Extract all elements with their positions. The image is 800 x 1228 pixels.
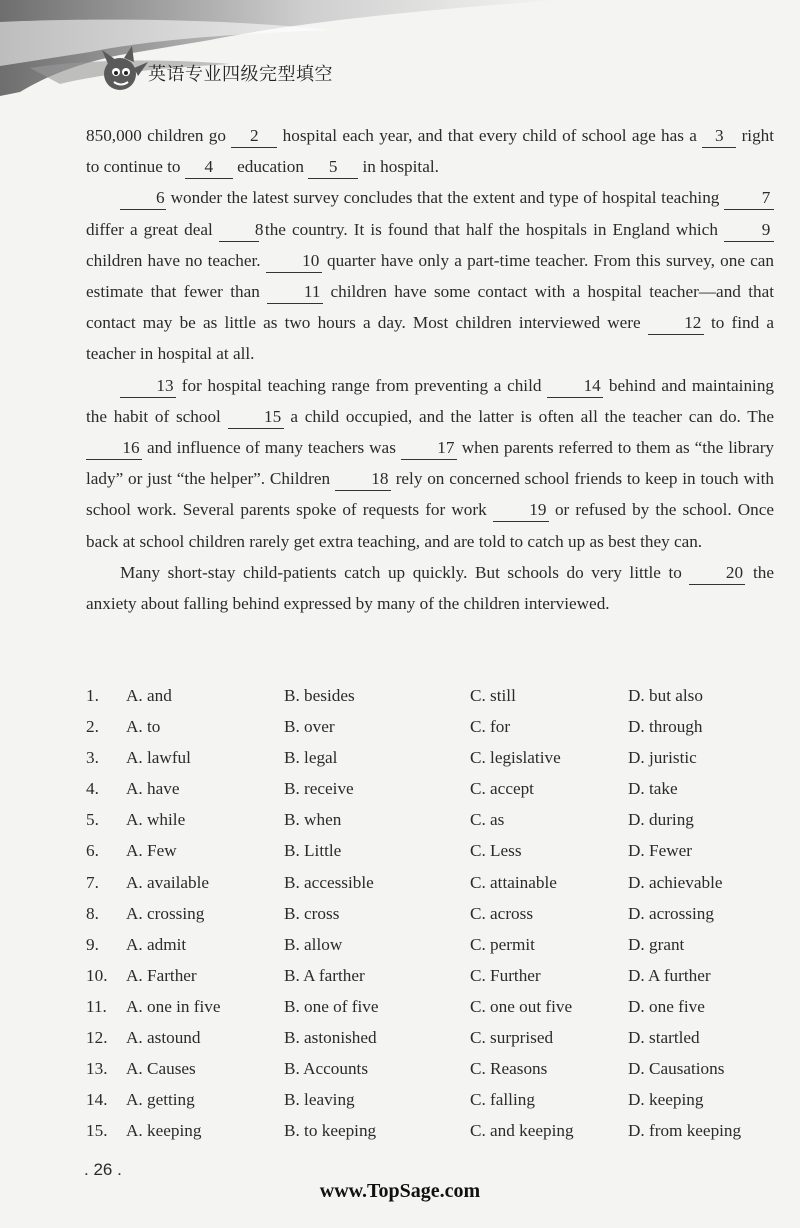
question-number: 2. bbox=[86, 717, 99, 737]
option-c: C. Reasons bbox=[470, 1059, 548, 1079]
option-c: C. one out five bbox=[470, 996, 573, 1016]
option-c: C. surprised bbox=[470, 1028, 554, 1048]
option-row-11 bbox=[86, 991, 776, 1022]
option-d: D. startled bbox=[628, 1028, 700, 1048]
option-b: B. legal bbox=[284, 748, 338, 768]
option-a: A. Few bbox=[126, 841, 177, 861]
option-c: C. legislative bbox=[470, 748, 561, 768]
option-row-6 bbox=[86, 835, 776, 866]
option-c: C. still bbox=[470, 686, 516, 705]
option-c: C. Further bbox=[470, 965, 541, 985]
option-a: A. Farther bbox=[126, 965, 197, 985]
option-c: C. falling bbox=[470, 1090, 535, 1110]
option-c: C. as bbox=[470, 810, 505, 830]
question-number: 13. bbox=[86, 1059, 108, 1079]
option-d: D. A further bbox=[628, 965, 711, 985]
blank-10: 10 bbox=[266, 250, 322, 273]
option-d: D. from keeping bbox=[628, 1121, 742, 1141]
option-a: A. available bbox=[126, 872, 210, 892]
option-a: A. astound bbox=[126, 1028, 201, 1048]
option-b: B. to keeping bbox=[284, 1121, 377, 1141]
question-number: 11. bbox=[86, 996, 107, 1016]
option-a: A. getting bbox=[126, 1090, 195, 1110]
blank-8: 8 bbox=[219, 219, 259, 242]
option-a: A. crossing bbox=[126, 903, 205, 923]
footer-url: www.TopSage.com bbox=[319, 1180, 481, 1202]
option-row-13 bbox=[86, 1053, 776, 1084]
option-c: C. accept bbox=[470, 779, 534, 799]
option-d: D. one five bbox=[628, 996, 705, 1016]
blank-19: 19 bbox=[493, 499, 549, 522]
blank-11: 11 bbox=[267, 281, 323, 304]
option-a: A. while bbox=[126, 810, 186, 830]
paragraph-4: Many short-stay child-patients catch up quickly. But schools do very little to 20 the anxiety about falling behind expressed by many of the children interviewed. bbox=[86, 562, 775, 614]
option-d: D. achievable bbox=[628, 872, 723, 892]
option-c: C. for bbox=[470, 717, 511, 737]
question-number: 15. bbox=[86, 1121, 108, 1141]
blank-9: 9 bbox=[724, 219, 774, 242]
option-a: A. lawful bbox=[126, 748, 191, 768]
blank-5: 5 bbox=[308, 156, 358, 179]
option-d: D. juristic bbox=[628, 748, 697, 768]
answer-options bbox=[86, 680, 776, 1146]
blank-12: 12 bbox=[648, 312, 704, 335]
option-row-1 bbox=[86, 680, 776, 711]
blank-7: 7 bbox=[724, 187, 774, 210]
mascot-icon bbox=[94, 44, 150, 100]
option-a: A. keeping bbox=[126, 1121, 202, 1141]
question-number: 8. bbox=[86, 903, 99, 923]
option-d: D. grant bbox=[628, 934, 685, 954]
option-d: D. Causations bbox=[628, 1059, 725, 1079]
blank-15: 15 bbox=[228, 406, 284, 429]
question-number: 3. bbox=[86, 748, 99, 768]
option-c: C. permit bbox=[470, 934, 535, 954]
option-b: B. when bbox=[284, 810, 342, 830]
option-b: B. receive bbox=[284, 779, 354, 799]
question-number: 12. bbox=[86, 1028, 108, 1048]
option-a: A. to bbox=[126, 717, 161, 737]
blank-17: 17 bbox=[401, 437, 457, 460]
option-row-4 bbox=[86, 773, 776, 804]
blank-16: 16 bbox=[86, 437, 142, 460]
option-row-14 bbox=[86, 1084, 776, 1115]
book-title: 英语专业四级完型填空 bbox=[148, 64, 333, 85]
option-row-8 bbox=[86, 898, 776, 929]
blank-2: 2 bbox=[231, 125, 277, 148]
option-a: A. Causes bbox=[126, 1059, 196, 1079]
option-b: B. A farther bbox=[284, 965, 365, 985]
question-number: 4. bbox=[86, 779, 99, 799]
option-c: C. attainable bbox=[470, 872, 557, 892]
option-row-3 bbox=[86, 742, 776, 773]
question-number: 10. bbox=[86, 965, 108, 985]
blank-6: 6 bbox=[120, 187, 166, 210]
blank-14: 14 bbox=[547, 375, 603, 398]
blank-20: 20 bbox=[689, 562, 745, 585]
question-number: 9. bbox=[86, 934, 99, 954]
question-number: 6. bbox=[86, 841, 99, 861]
option-d: D. acrossing bbox=[628, 903, 714, 923]
option-a: A. admit bbox=[126, 934, 187, 954]
option-a: A. one in five bbox=[126, 996, 221, 1016]
blank-13: 13 bbox=[120, 375, 176, 398]
option-row-5 bbox=[86, 804, 776, 835]
question-number: 14. bbox=[86, 1090, 108, 1110]
option-b: B. Accounts bbox=[284, 1059, 369, 1079]
page-number: . 26 . bbox=[84, 1160, 122, 1179]
option-d: D. during bbox=[628, 810, 694, 830]
question-number: 5. bbox=[86, 810, 99, 830]
option-row-15 bbox=[86, 1115, 776, 1146]
blank-4: 4 bbox=[185, 156, 233, 179]
option-b: B. cross bbox=[284, 903, 340, 923]
option-d: D. keeping bbox=[628, 1090, 704, 1110]
option-row-2 bbox=[86, 711, 776, 742]
cloze-passage bbox=[86, 120, 774, 619]
paragraph-3: 13 for hospital teaching range from preventing a child 14 behind and maintaining the habit of school 15 a child occupied, and the latter is often all the teacher can do. The 16 and influence of many teachers was 17 when parents referred to them as “the library lady” or just “the helper”. Children 18 rely on concerned school friends to keep in touch with school work. Several parents spoke of requests for work 19 or refused by the school. Once back at school children rarely get extra teaching, and are told to catch up as best they can. bbox=[86, 375, 775, 551]
option-b: B. astonished bbox=[284, 1028, 377, 1048]
option-row-10 bbox=[86, 960, 776, 991]
option-c: C. Less bbox=[470, 841, 522, 861]
option-d: D. through bbox=[628, 717, 703, 737]
option-row-12 bbox=[86, 1022, 776, 1053]
option-row-7 bbox=[86, 867, 776, 898]
option-a: A. have bbox=[126, 779, 180, 799]
option-d: D. but also bbox=[628, 686, 703, 705]
option-d: D. Fewer bbox=[628, 841, 692, 861]
paragraph-2: 6 wonder the latest survey concludes that the extent and type of hospital teaching 7 differ a great deal 8 the country. It is found that half the hospitals in England which 9 children have no teacher. 10 quarter have only a part-time teacher. From this survey, one can estimate that fewer than 11 children have some contact with a hospital teacher—and that contact may be as little as two hours a day. Most children interviewed were 12 to find a teacher in hospital at all. bbox=[86, 188, 775, 364]
option-c: C. across bbox=[470, 903, 534, 923]
blank-18: 18 bbox=[335, 468, 391, 491]
option-c: C. and keeping bbox=[470, 1121, 574, 1141]
option-b: B. accessible bbox=[284, 872, 374, 892]
option-row-9 bbox=[86, 929, 776, 960]
option-b: B. leaving bbox=[284, 1090, 355, 1110]
option-b: B. over bbox=[284, 717, 335, 737]
question-number: 1. bbox=[86, 686, 99, 705]
option-a: A. and bbox=[126, 686, 172, 705]
question-number: 7. bbox=[86, 872, 99, 892]
blank-3: 3 bbox=[702, 125, 736, 148]
option-b: B. one of five bbox=[284, 996, 379, 1016]
option-b: B. besides bbox=[284, 686, 355, 705]
option-b: B. allow bbox=[284, 934, 343, 954]
option-d: D. take bbox=[628, 779, 678, 799]
option-b: B. Little bbox=[284, 841, 342, 861]
paragraph-1: 850,000 children go 2 hospital each year, and that every child of school age has a 3 right to continue to 4 education 5 in hospital. bbox=[86, 120, 774, 182]
